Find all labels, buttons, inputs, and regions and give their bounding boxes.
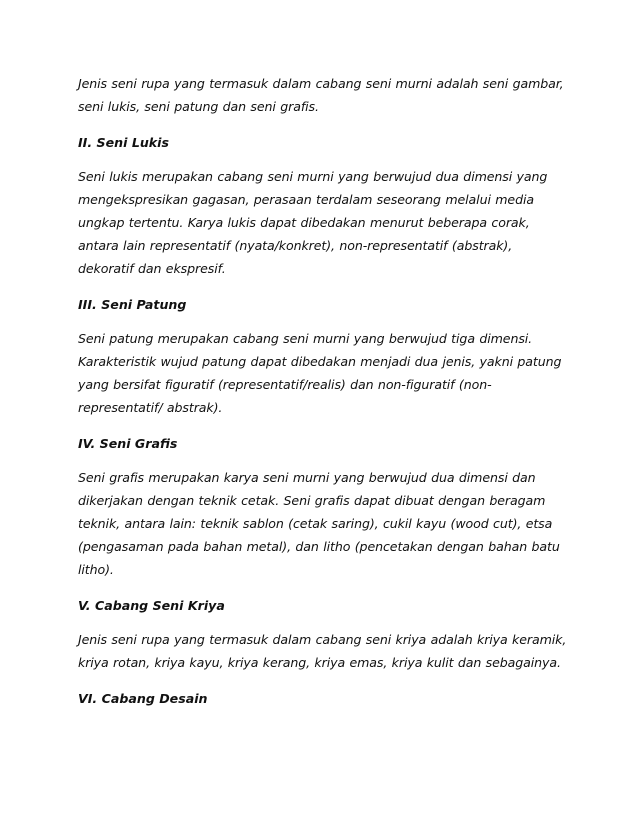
section-body-seni-patung: Seni patung merupakan cabang seni murni yang berwujud tiga dimensi. Karakteristik wujud patung dapat dibedakan menjadi dua jenis, yakni patung yang bersifat figuratif (representatif/realis) dan non-figuratif (non-representatif/ abstrak). — [78, 331, 562, 415]
section-heading-seni-grafis: IV. Seni Grafis — [78, 436, 178, 451]
section-body-seni-kriya: Jenis seni rupa yang termasuk dalam cabang seni kriya adalah kriya keramik, kriya rotan, kriya kayu, kriya kerang, kriya emas, kriya kulit dan sebagainya. — [78, 632, 567, 670]
section-heading-seni-patung: III. Seni Patung — [78, 297, 187, 312]
section-body-seni-grafis: Seni grafis merupakan karya seni murni yang berwujud dua dimensi dan dikerjakan dengan teknik cetak. Seni grafis dapat dibuat dengan beragam teknik, antara lain: teknik sablon (cetak saring), cukil kayu (wood cut), etsa (pengasaman pada bahan metal), dan litho (pencetakan dengan bahan batu litho). — [78, 470, 560, 577]
intro-paragraph: Jenis seni rupa yang termasuk dalam cabang seni murni adalah seni gambar, seni lukis, seni patung dan seni grafis. — [78, 76, 564, 114]
section-heading-desain: VI. Cabang Desain — [78, 691, 208, 706]
section-heading-seni-kriya: V. Cabang Seni Kriya — [78, 598, 225, 613]
section-heading-seni-lukis: II. Seni Lukis — [78, 135, 169, 150]
document-page — [78, 72, 568, 710]
section-body-seni-lukis: Seni lukis merupakan cabang seni murni yang berwujud dua dimensi yang mengekspresikan gagasan, perasaan terdalam seseorang melalui media ungkap tertentu. Karya lukis dapat dibedakan menurut beberapa corak, antara lain representatif (nyata/konkret), non-representatif (abstrak), dekoratif dan ekspresif. — [78, 169, 548, 276]
